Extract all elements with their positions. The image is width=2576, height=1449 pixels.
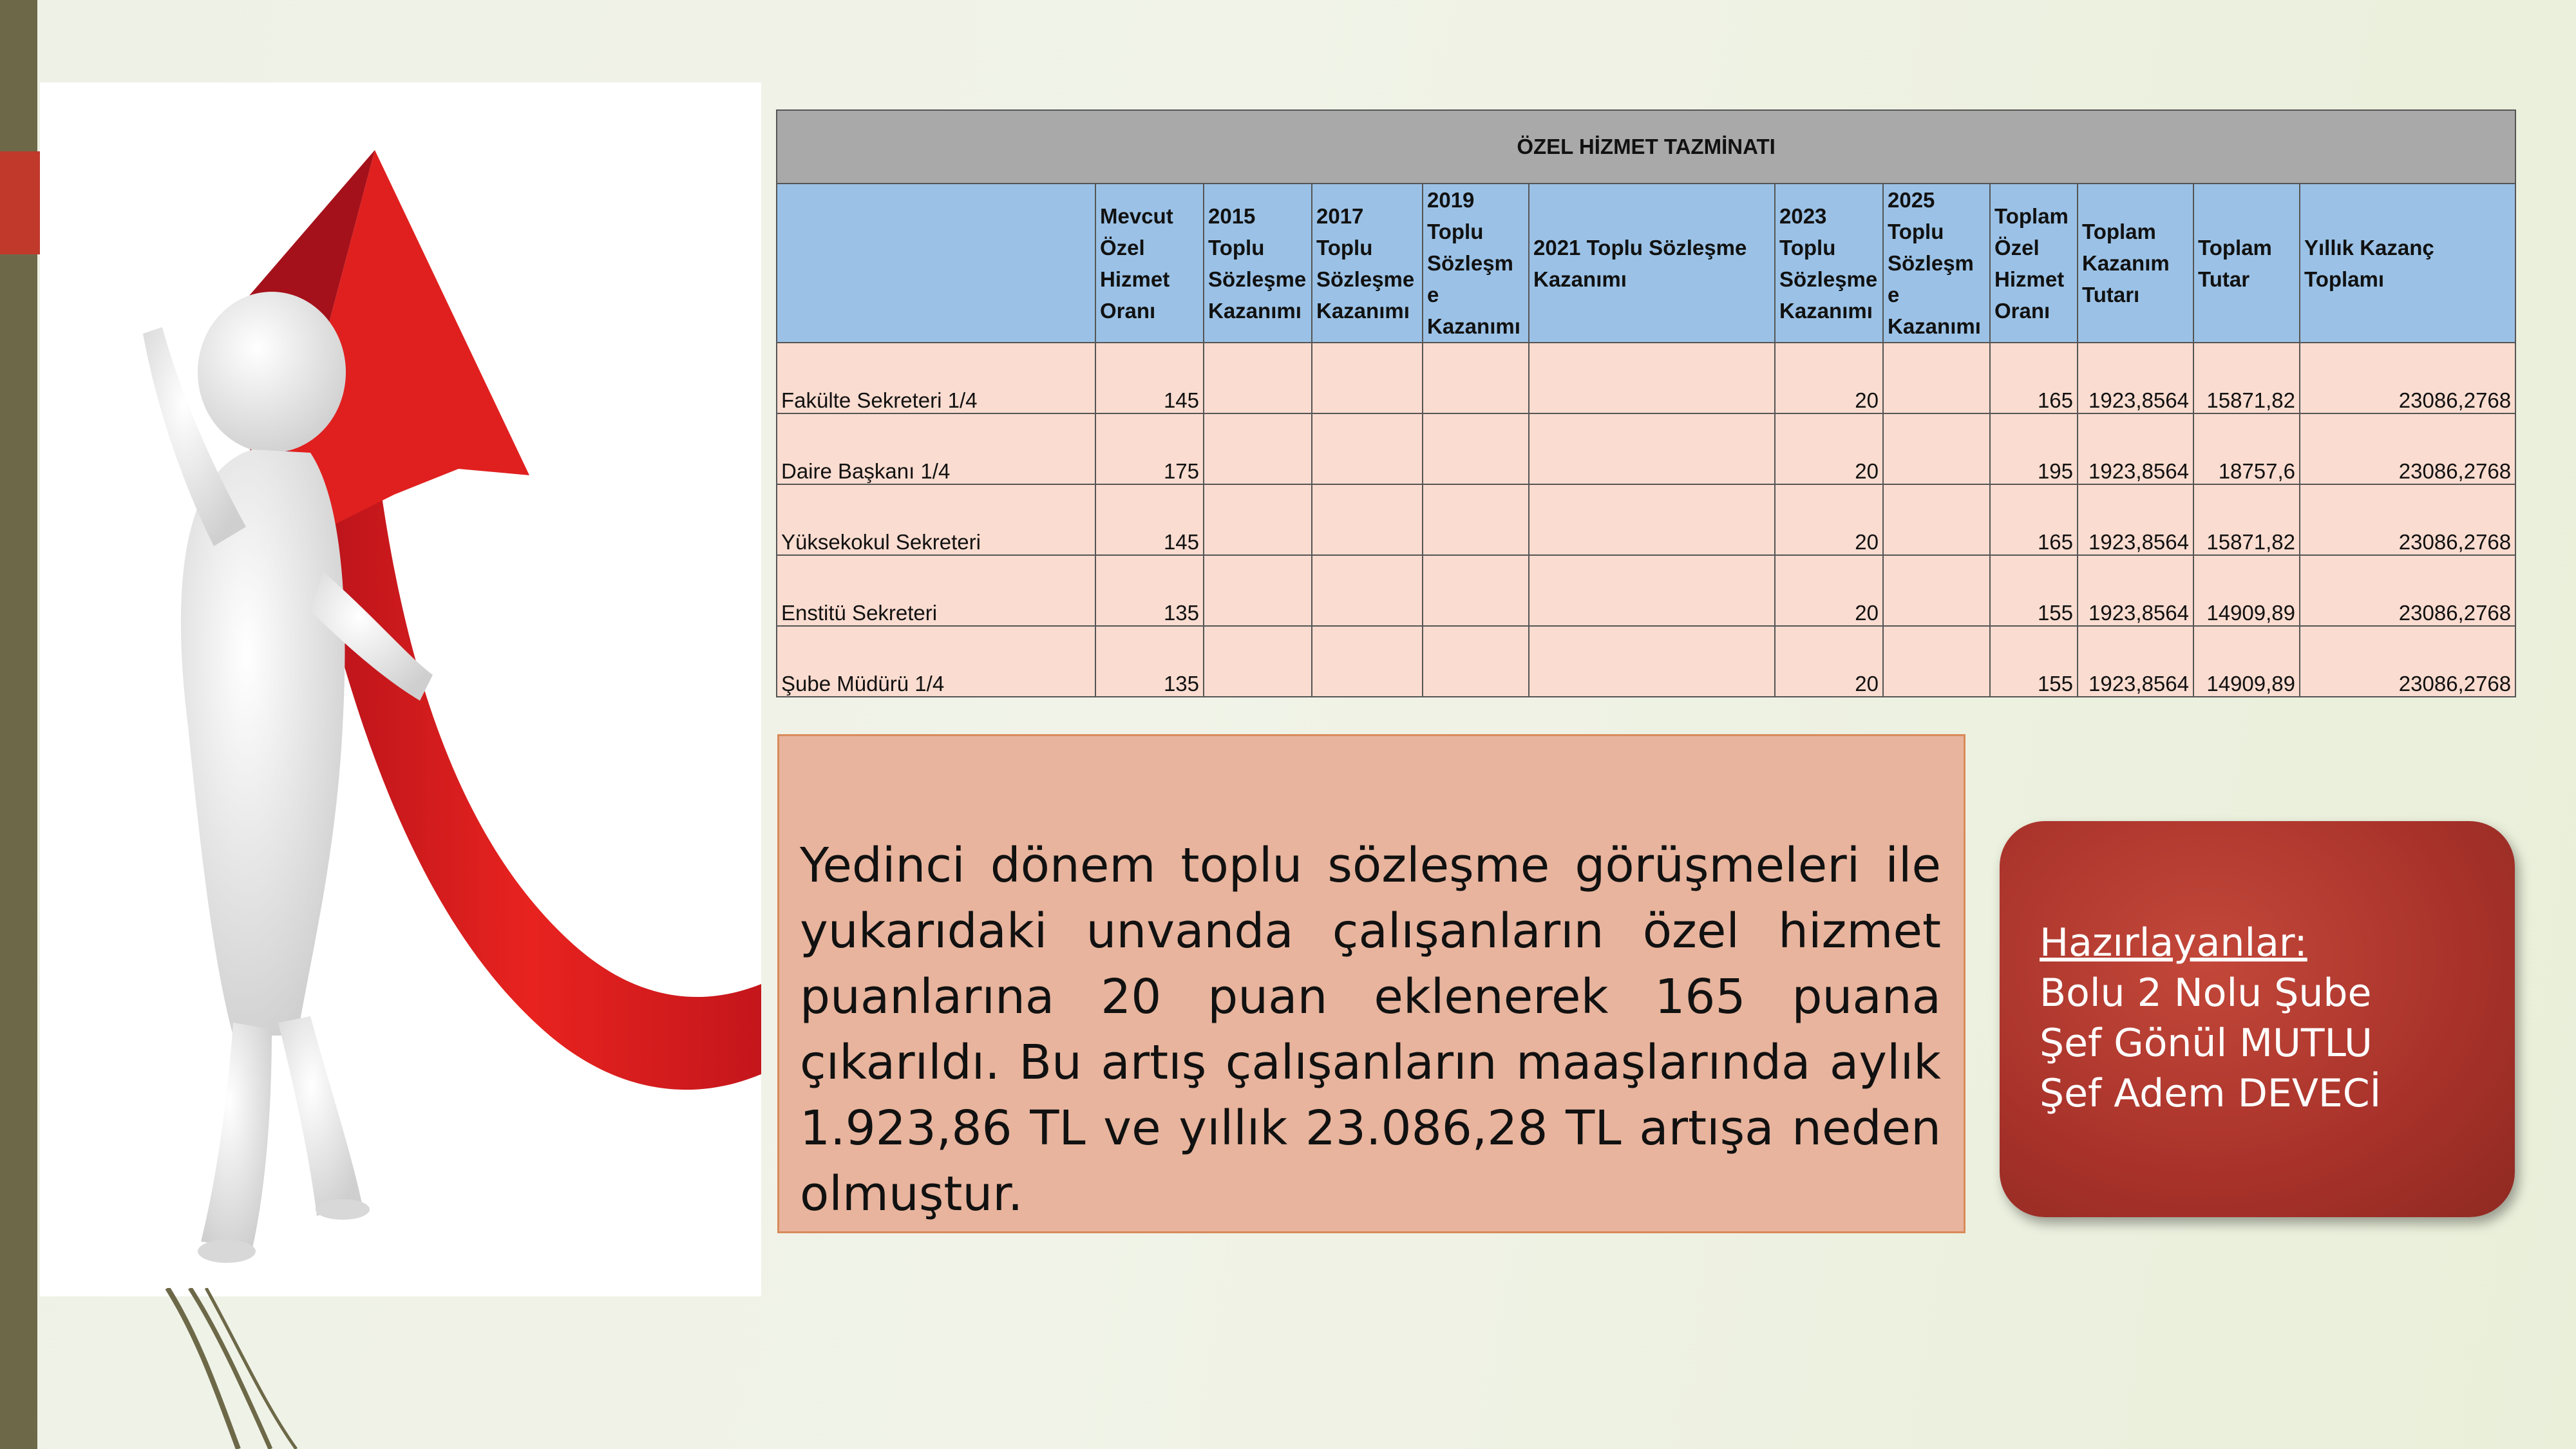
table-cell: 20 <box>1775 555 1883 626</box>
table-cell <box>1312 343 1423 413</box>
table-row <box>777 343 2515 413</box>
rising-arrow-person-illustration <box>40 82 761 1296</box>
author-line: Şef Adem DEVECİ <box>2040 1071 2382 1116</box>
table-cell: 23086,2768 <box>2300 413 2515 484</box>
table-cell: 135 <box>1095 555 1204 626</box>
table-cell <box>1204 343 1312 413</box>
table-row <box>777 626 2515 697</box>
table-cell: 1923,8564 <box>2078 343 2193 413</box>
table-cell <box>1529 626 1775 697</box>
table-cell: 1923,8564 <box>2078 413 2193 484</box>
authors-box <box>2000 821 2515 1217</box>
table-cell: 1923,8564 <box>2078 555 2193 626</box>
table-cell: 1923,8564 <box>2078 626 2193 697</box>
column-header: 2025 Toplu Sözleşme Kazanımı <box>1883 184 1990 343</box>
column-header: 2021 Toplu Sözleşme Kazanımı <box>1529 184 1775 343</box>
table-cell: 20 <box>1775 343 1883 413</box>
ozel-hizmet-table-container <box>776 109 2515 697</box>
table-cell <box>1529 484 1775 555</box>
table-cell: 165 <box>1990 343 2078 413</box>
table-cell: 23086,2768 <box>2300 484 2515 555</box>
table-cell <box>1883 413 1990 484</box>
table-cell <box>1204 413 1312 484</box>
authors-heading: Hazırlayanlar: <box>2040 920 2307 965</box>
table-cell <box>1423 413 1529 484</box>
rising-arrow-person-icon <box>40 82 761 1296</box>
table-cell: 20 <box>1775 626 1883 697</box>
table-cell <box>1423 343 1529 413</box>
table-cell <box>1312 484 1423 555</box>
table-cell: Enstitü Sekreteri <box>777 555 1095 626</box>
summary-paragraph: Yedinci dönem toplu sözleşme görüşmeleri ile yukarıdaki unvanda çalışanların özel hizmet puanlarına 20 puan eklenerek 165 puana çıkarıldı. Bu artış çalışanların maaşlarında aylık 1.923,86 TL ve yıllık 23.086,28 TL artışa neden olmuştur. <box>800 838 1941 1222</box>
table-cell: Daire Başkanı 1/4 <box>777 413 1095 484</box>
table-cell: 23086,2768 <box>2300 626 2515 697</box>
red-accent-tab <box>0 151 40 254</box>
table-cell <box>1883 555 1990 626</box>
column-header: Mevcut Özel Hizmet Oranı <box>1095 184 1204 343</box>
table-cell: 20 <box>1775 413 1883 484</box>
table-cell <box>1883 343 1990 413</box>
table-title: ÖZEL HİZMET TAZMİNATI <box>777 110 2515 184</box>
table-cell <box>1204 626 1312 697</box>
table-cell <box>1312 626 1423 697</box>
table-cell: 1923,8564 <box>2078 484 2193 555</box>
table-title-row <box>777 110 2515 184</box>
author-line: Bolu 2 Nolu Şube <box>2040 971 2372 1016</box>
table-cell: 175 <box>1095 413 1204 484</box>
column-header: 2017 Toplu Sözleşme Kazanımı <box>1312 184 1423 343</box>
table-cell <box>1312 413 1423 484</box>
table-row <box>777 413 2515 484</box>
table-cell: Fakülte Sekreteri 1/4 <box>777 343 1095 413</box>
table-cell: 145 <box>1095 484 1204 555</box>
table-cell <box>1529 555 1775 626</box>
column-header: Toplam Özel Hizmet Oranı <box>1990 184 2078 343</box>
table-header-row <box>777 184 2515 343</box>
table-cell: 23086,2768 <box>2300 555 2515 626</box>
table-cell: 145 <box>1095 343 1204 413</box>
table-cell <box>1529 343 1775 413</box>
table-cell <box>1312 555 1423 626</box>
column-header: 2023 Toplu Sözleşme Kazanımı <box>1775 184 1883 343</box>
author-line: Şef Gönül MUTLU <box>2040 1021 2372 1066</box>
table-cell: 155 <box>1990 555 2078 626</box>
column-header: 2019 Toplu Sözleşme Kazanımı <box>1423 184 1529 343</box>
table-cell <box>1423 626 1529 697</box>
table-cell: 14909,89 <box>2193 555 2300 626</box>
table-cell: 20 <box>1775 484 1883 555</box>
table-cell <box>1883 626 1990 697</box>
decorative-lines <box>142 1288 399 1449</box>
table-cell <box>1883 484 1990 555</box>
table-cell <box>1423 555 1529 626</box>
table-cell: 15871,82 <box>2193 484 2300 555</box>
column-header: 2015 Toplu Sözleşme Kazanımı <box>1204 184 1312 343</box>
table-cell: 18757,6 <box>2193 413 2300 484</box>
table-cell: 135 <box>1095 626 1204 697</box>
table-cell: 165 <box>1990 484 2078 555</box>
column-header: Toplam Kazanım Tutarı <box>2078 184 2193 343</box>
column-header: Toplam Tutar <box>2193 184 2300 343</box>
ozel-hizmet-table <box>776 109 2516 697</box>
table-cell: 195 <box>1990 413 2078 484</box>
table-cell: 23086,2768 <box>2300 343 2515 413</box>
table-cell: Şube Müdürü 1/4 <box>777 626 1095 697</box>
column-header: Yıllık Kazanç Toplamı <box>2300 184 2515 343</box>
table-row <box>777 484 2515 555</box>
column-header <box>777 184 1095 343</box>
table-cell <box>1204 555 1312 626</box>
table-row <box>777 555 2515 626</box>
table-cell: Yüksekokul Sekreteri <box>777 484 1095 555</box>
table-cell <box>1204 484 1312 555</box>
summary-text-box <box>777 734 1965 1233</box>
table-cell <box>1423 484 1529 555</box>
table-cell: 15871,82 <box>2193 343 2300 413</box>
table-cell: 155 <box>1990 626 2078 697</box>
table-cell <box>1529 413 1775 484</box>
table-cell: 14909,89 <box>2193 626 2300 697</box>
